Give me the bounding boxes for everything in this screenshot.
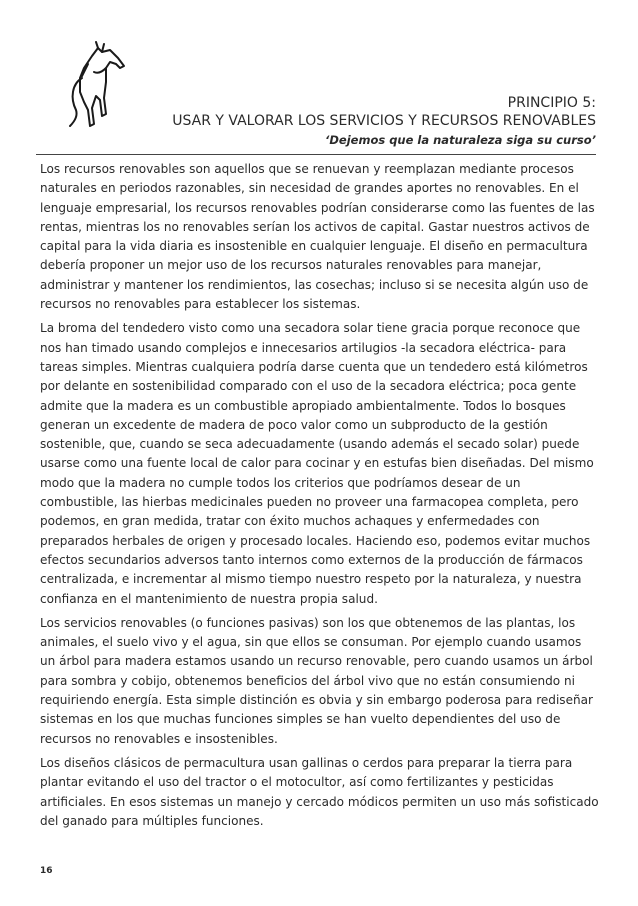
principle-title: USAR Y VALORAR LOS SERVICIOS Y RECURSOS RENOVABLES	[172, 113, 596, 129]
principle-motto: ‘Dejemos que la naturaleza siga su curso’	[325, 133, 596, 147]
paragraph: La broma del tendedero visto como una secadora solar tiene gracia porque reconoce que nos han timado usando complejos e innecesarios artilugios -la secadora eléctrica- para tareas simples. Mientras cualquiera podría darse cuenta que un tendedero está kilómetros por delante en sostenibilidad comparado con el uso de la secadora eléctrica; poca gente admite que la madera es un combustible apropiado ambientalmente. Todos lo bosques generan un excedente de madera de poco valor como un subproducto de la gestión sostenible, que, cuando se seca adecuadamente (usando además el secado solar) puede usarse como una fuente local de calor para cocinar y en estufas bien diseñadas. Del mismo modo que la madera no cumple todos los criterios que podríamos desear de un combustible, las hierbas medicinales pueden no proveer una farmacopea completa, pero podemos, en gran medida, tratar con éxito muchos achaques y enfermedades con preparados herbales de origen y procesado locales. Haciendo eso, podemos evitar muchos efectos secundarios adversos tanto internos como externos de la producción de fármacos centralizada, e incrementar al mismo tiempo nuestro respeto por la naturaleza, y nuestra confianza en el mantenimiento de nuestra propia salud.	[40, 321, 594, 606]
header-divider	[36, 154, 596, 155]
horse-icon	[62, 38, 134, 136]
paragraph: Los recursos renovables son aquellos que se renuevan y reemplazan mediante procesos naturales en periodos razonables, sin necesidad de grandes aportes no renovables. En el lenguaje empresarial, los recursos renovables podrían considerarse como las fuentes de las rentas, mientras los no renovables serían los activos de capital. Gastar nuestros activos de capital para la vida diaria es insostenible en cualquier lenguaje. El diseño en permacultura debería proponer un mejor uso de los recursos naturales renovables para manejar, administrar y mantener los rendimientos, las cosechas; incluso si se necesita algún uso de recursos no renovables para establecer los sistemas.	[40, 162, 595, 312]
page-number: 16	[40, 866, 53, 876]
page-header	[172, 94, 596, 148]
principle-number: PRINCIPIO 5:	[507, 95, 596, 111]
body-text	[40, 160, 600, 836]
paragraph: Los diseños clásicos de permacultura usan gallinas o cerdos para preparar la tierra para plantar evitando el uso del tractor o el motocultor, así como fertilizantes y pesticidas artificiales. En esos sistemas un manejo y cercado módicos permiten un uso más sofisticado del ganado para múltiples funciones.	[40, 755, 599, 828]
paragraph: Los servicios renovables (o funciones pasivas) son los que obtenemos de las plantas, los animales, el suelo vivo y el agua, sin que ellos se consuman. Por ejemplo cuando usamos un árbol para madera estamos usando un recurso renovable, pero cuando usamos un árbol para sombra y cobijo, obtenemos beneficios del árbol vivo que no están consumiendo ni requiriendo energía. Esta simple distinción es obvia y sin embargo poderosa para rediseñar sistemas en los que muchas funciones simples se han vuelto dependientes del uso de recursos no renovables e insostenibles.	[40, 615, 593, 746]
